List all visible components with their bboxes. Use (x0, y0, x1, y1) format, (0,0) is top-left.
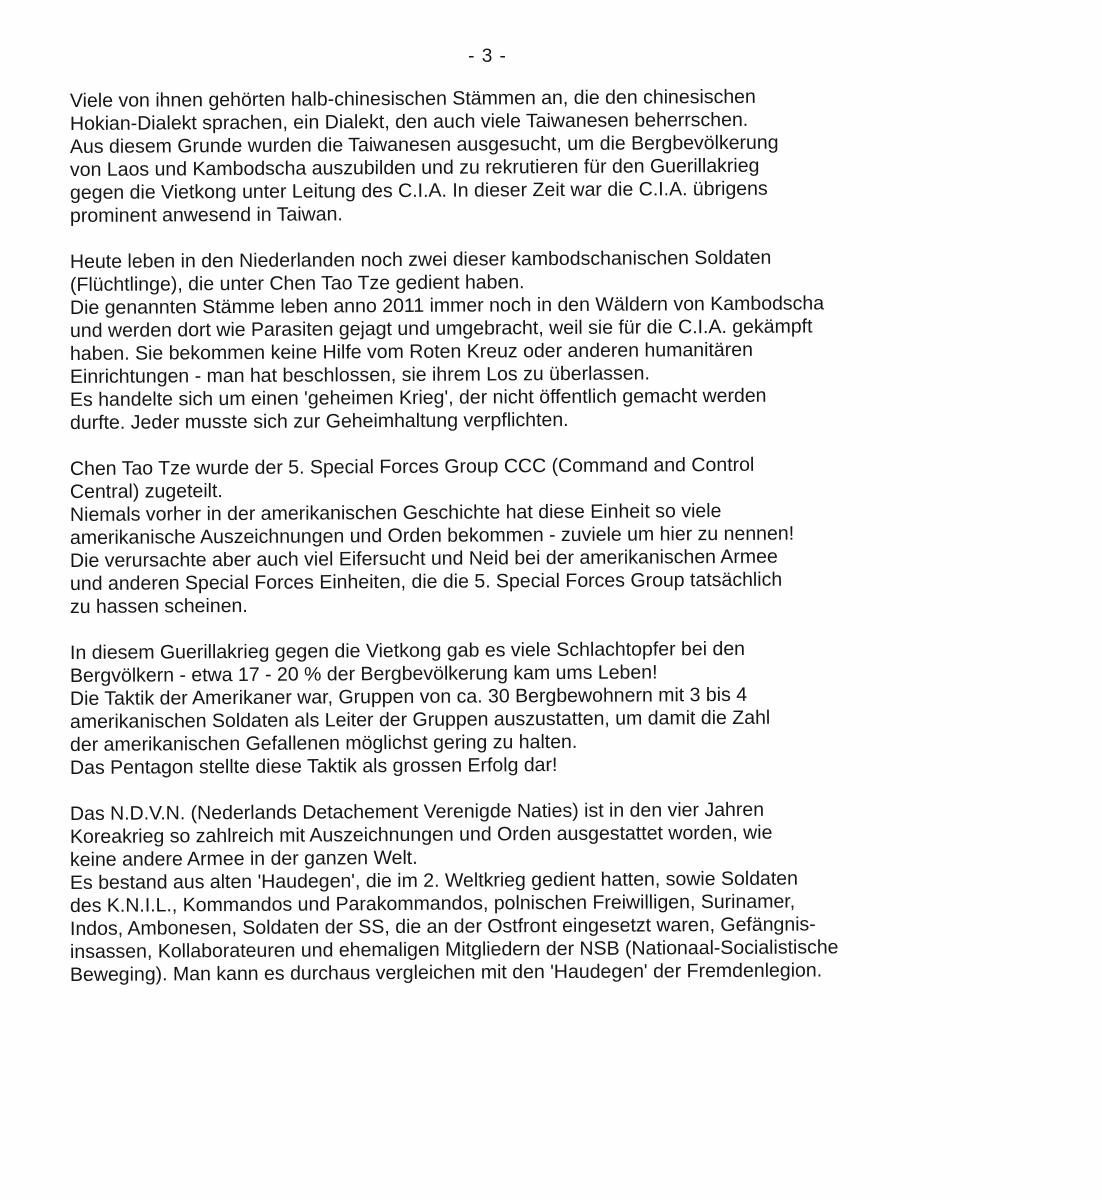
text-line: amerikanischen Soldaten als Leiter der Gruppen auszustatten, um damit die Zahl (69, 706, 771, 733)
document-body (69, 85, 1080, 1010)
text-line: Die Taktik der Amerikaner war, Gruppen von ca. 30 Bergbewohnern mit 3 bis 4 (69, 683, 748, 710)
text-line: durfte. Jeder musste sich zur Geheimhaltung verpflichten. (69, 408, 569, 434)
text-line: Koreakrieg so zahlreich mit Auszeichnungen und Orden ausgestattet worden, wie (69, 821, 773, 848)
text-line: Einrichtungen - man hat beschlossen, sie ihrem Los zu überlassen. (69, 362, 650, 388)
text-line: Die genannten Stämme leben anno 2011 immer noch in den Wäldern von Kambodscha (69, 292, 825, 319)
text-line: amerikanische Auszeichnungen und Orden bekommen - zuviele um hier zu nennen! (69, 522, 795, 549)
text-line: Das N.D.V.N. (Nederlands Detachement Verenigde Naties) ist in den vier Jahren (69, 798, 765, 825)
text-line: Indos, Ambonesen, Soldaten der SS, die an der Ostfront eingesetzt waren, Gefängnis- (69, 913, 816, 940)
paragraph-4 (69, 637, 1080, 780)
text-line: gegen die Vietkong unter Leitung des C.I.A. In dieser Zeit war die C.I.A. übrigens (69, 177, 768, 204)
text-line: des K.N.I.L., Kommandos und Parakommandos, polnischen Freiwilligen, Surinamer, (69, 890, 796, 917)
text-line: haben. Sie bekommen keine Hilfe vom Roten Kreuz oder anderen humanitären (69, 338, 753, 365)
paragraph-1 (69, 85, 1080, 228)
text-line: Aus diesem Grunde wurden die Taiwanesen ausgesucht, um die Bergbevölkerung (69, 131, 779, 158)
text-line: von Laos und Kambodscha auszubilden und zu rekrutieren für den Guerillakrieg (69, 154, 760, 181)
paragraph-5 (69, 798, 1080, 987)
text-line: Niemals vorher in der amerikanischen Geschichte hat diese Einheit so viele (69, 500, 722, 526)
text-line: Das Pentagon stellte diese Taktik als grossen Erfolg dar! (69, 754, 558, 779)
text-line: Chen Tao Tze wurde der 5. Special Forces Group CCC (Command and Control (69, 453, 755, 480)
page-number: - 3 - (468, 46, 507, 67)
text-line: Es bestand aus alten 'Haudegen', die im 2. Weltkrieg gedient hatten, sowie Soldaten (69, 867, 799, 894)
paragraph-2 (69, 246, 1080, 435)
text-line: Heute leben in den Niederlanden noch zwei dieser kambodschanischen Soldaten (69, 246, 772, 273)
text-line: keine andere Armee in der ganzen Welt. (69, 846, 418, 871)
text-line: Die verursachte aber auch viel Eifersucht und Neid bei der amerikanischen Armee (69, 545, 778, 572)
text-line: zu hassen scheinen. (69, 594, 248, 618)
text-line: Beweging). Man kann es durchaus vergleichen mit den 'Haudegen' der Fremdenlegion. (69, 959, 823, 986)
text-line: und anderen Special Forces Einheiten, die die 5. Special Forces Group tatsächlich (69, 568, 783, 595)
text-line: Hokian-Dialekt sprachen, ein Dialekt, den auch viele Taiwanesen beherrschen. (69, 108, 749, 135)
text-line: (Flüchtlinge), die unter Chen Tao Tze gedient haben. (69, 271, 525, 296)
text-line: und werden dort wie Parasiten gejagt und umgebracht, weil sie für die C.I.A. gekämpft (69, 315, 813, 342)
text-line: der amerikanischen Gefallenen möglichst gering zu halten. (69, 730, 578, 756)
text-line: Central) zugeteilt. (69, 480, 223, 503)
text-line: insassen, Kollaborateuren und ehemaligen Mitgliedern der NSB (Nationaal-Socialistische (69, 936, 839, 963)
text-line: Bergvölkern - etwa 17 - 20 % der Bergbevölkerung kam ums Leben! (69, 661, 658, 687)
text-line: Es handelte sich um einen 'geheimen Krieg', der nicht öffentlich gemacht werden (69, 384, 767, 411)
text-line: In diesem Guerillakrieg gegen die Vietkong gab es viele Schlachtopfer bei den (69, 637, 746, 664)
text-line: prominent anwesend in Taiwan. (69, 203, 343, 227)
paragraph-3 (69, 453, 1080, 619)
text-line: Viele von ihnen gehörten halb-chinesischen Stämmen an, die den chinesischen (69, 85, 756, 112)
